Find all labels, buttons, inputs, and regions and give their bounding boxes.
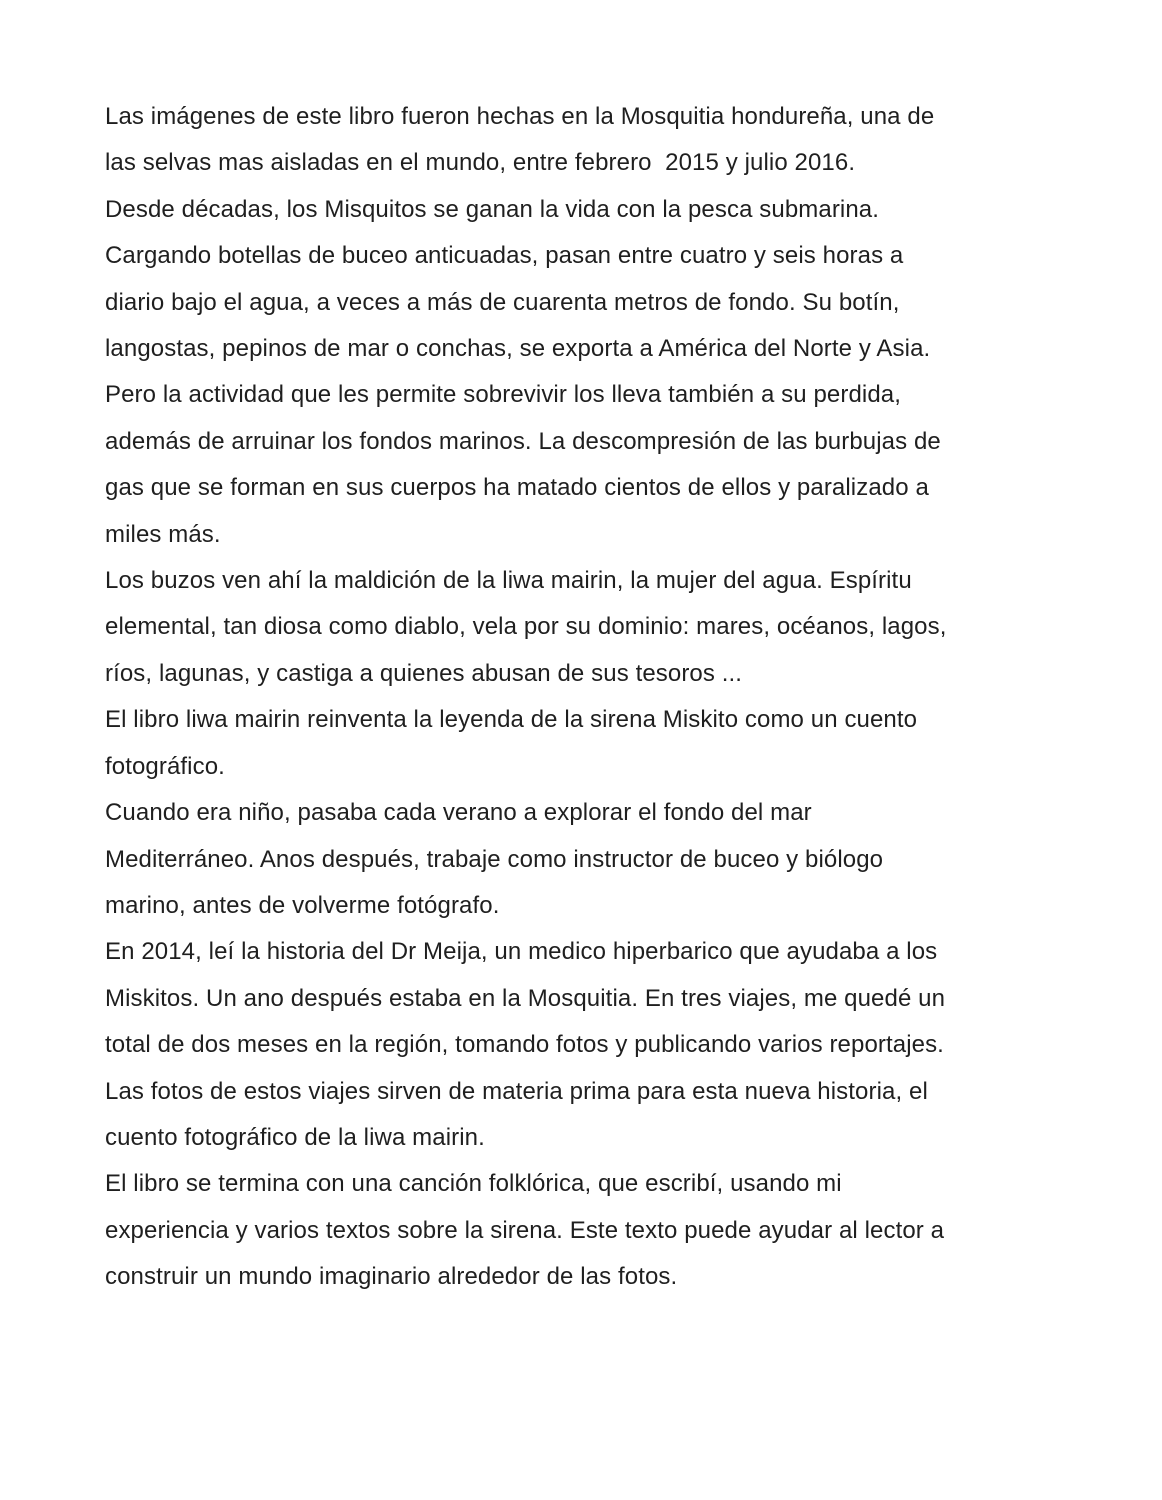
body-text — [105, 94, 1065, 1301]
text-line: fotográfico. — [105, 752, 225, 780]
text-line: Miskitos. Un ano después estaba en la Mosquitia. En tres viajes, me quedé un — [105, 984, 946, 1012]
text-line: cuento fotográfico de la liwa mairin. — [105, 1123, 485, 1151]
text-line: ríos, lagunas, y castiga a quienes abusan de sus tesoros ... — [105, 659, 743, 687]
text-line: además de arruinar los fondos marinos. La descompresión de las burbujas de — [105, 427, 941, 455]
text-line: El libro liwa mairin reinventa la leyenda de la sirena Miskito como un cuento — [105, 706, 918, 734]
text-line: Cuando era niño, pasaba cada verano a explorar el fondo del mar — [105, 799, 812, 827]
text-line: las selvas mas aisladas en el mundo, entre febrero 2015 y julio 2016. — [105, 149, 856, 177]
text-line: Las imágenes de este libro fueron hechas en la Mosquitia hondureña, una de — [105, 103, 935, 130]
text-line: experiencia y varios textos sobre la sirena. Este texto puede ayudar al lector a — [105, 1216, 945, 1244]
text-line: Cargando botellas de buceo anticuadas, pasan entre cuatro y seis horas a — [105, 242, 904, 270]
text-line: Los buzos ven ahí la maldición de la liwa mairin, la mujer del agua. Espíritu — [105, 567, 912, 595]
text-line: Desde décadas, los Misquitos se ganan la vida con la pesca submarina. — [105, 195, 880, 223]
text-line: En 2014, leí la historia del Dr Meija, un medico hiperbarico que ayudaba a los — [105, 938, 938, 966]
text-line: El libro se termina con una canción folklórica, que escribí, usando mi — [105, 1170, 842, 1198]
text-line: Las fotos de estos viajes sirven de materia prima para esta nueva historia, el — [105, 1077, 928, 1105]
text-line: Pero la actividad que les permite sobrevivir los lleva también a su perdida, — [105, 381, 902, 409]
text-line: langostas, pepinos de mar o conchas, se exporta a América del Norte y Asia. — [105, 335, 931, 363]
text-line: marino, antes de volverme fotógrafo. — [105, 891, 500, 919]
text-line: total de dos meses en la región, tomando fotos y publicando varios reportajes. — [105, 1031, 944, 1059]
text-line: gas que se forman en sus cuerpos ha matado cientos de ellos y paralizado a — [105, 474, 929, 502]
text-line: diario bajo el agua, a veces a más de cuarenta metros de fondo. Su botín, — [105, 288, 900, 316]
text-line: miles más. — [105, 520, 221, 548]
text-line: Mediterráneo. Anos después, trabaje como instructor de buceo y biólogo — [105, 845, 884, 873]
text-line: construir un mundo imaginario alrededor de las fotos. — [105, 1263, 678, 1291]
text-line: elemental, tan diosa como diablo, vela por su dominio: mares, océanos, lagos, — [105, 613, 947, 641]
